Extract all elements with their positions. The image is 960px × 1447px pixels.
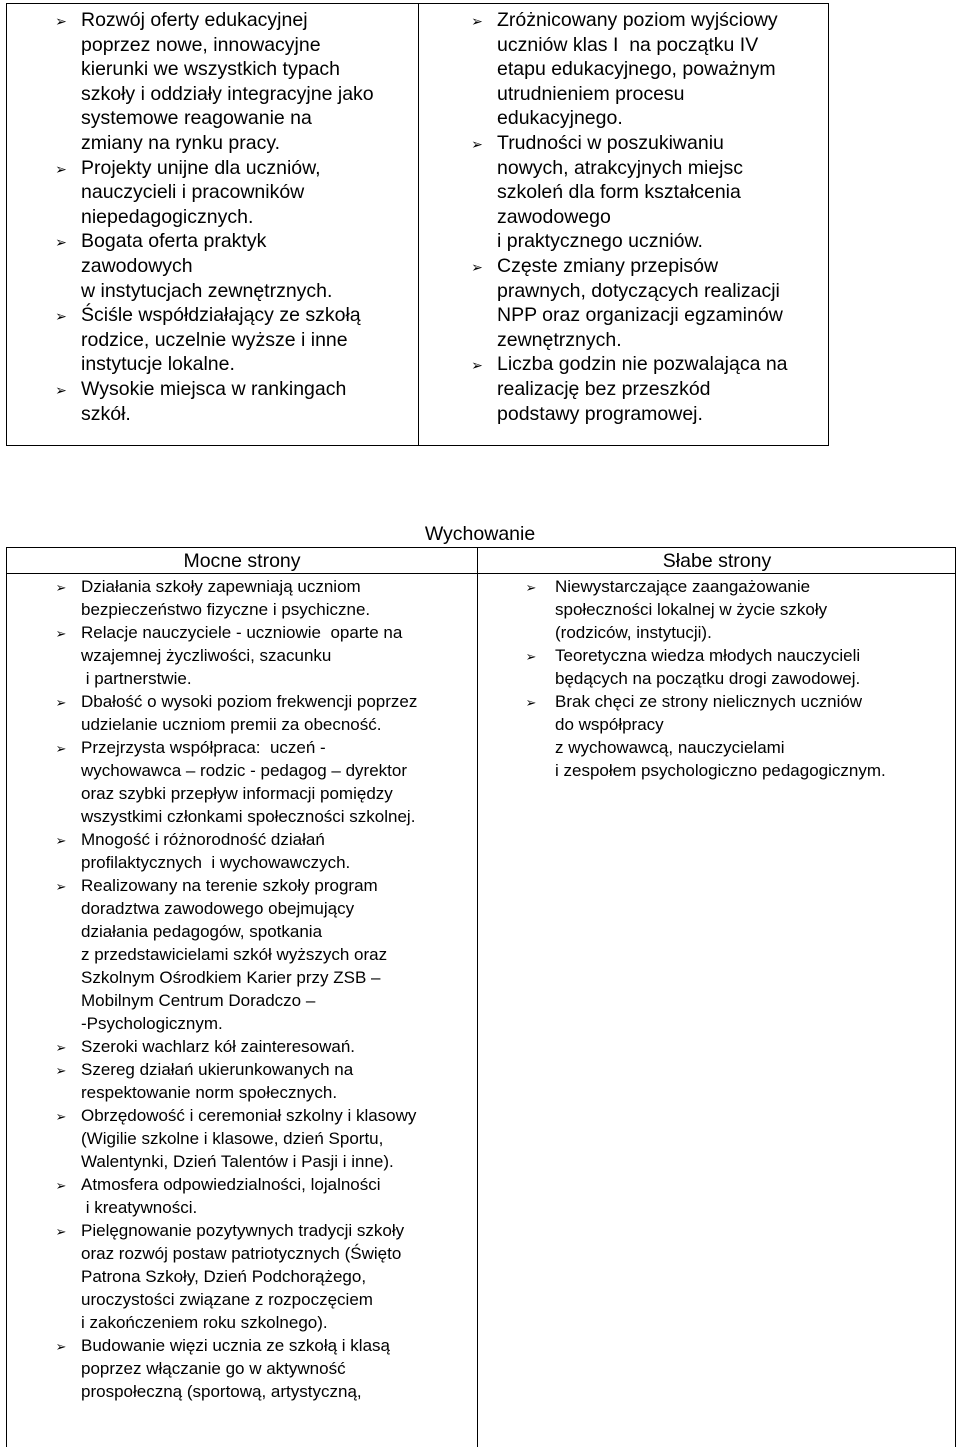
list-item: [481, 690, 955, 782]
list-item-text: poprzez nowe, innowacyjne: [81, 33, 321, 56]
list-item-text: Liczba godzin nie pozwalająca na: [497, 353, 788, 376]
list-item-text: Częste zmiany przepisów: [497, 254, 719, 277]
list-item: [7, 1173, 473, 1219]
list-item-text: Wysokie miejsca w rankingach: [81, 377, 347, 400]
arrow-bullet-icon: ➢: [471, 135, 483, 152]
list-item-text: -Psychologicznym.: [81, 1014, 223, 1033]
list-item: [481, 575, 955, 644]
arrow-bullet-icon: ➢: [55, 879, 67, 894]
arrow-bullet-icon: ➢: [55, 1178, 67, 1193]
list-item-text: Szkolnym Ośrodkiem Karier przy ZSB –: [81, 968, 381, 987]
list-item-text: Realizowany na terenie szkoły program: [81, 876, 378, 895]
list-item-text: uroczystości związane z rozpoczęciem: [81, 1290, 373, 1309]
arrow-bullet-icon: ➢: [55, 741, 67, 756]
strengths-header: Mocne strony: [183, 550, 301, 572]
arrow-bullet-icon: ➢: [55, 580, 67, 595]
list-item: [421, 131, 825, 254]
list-item-text: prospołeczną (sportową, artystyczną,: [81, 1382, 362, 1401]
list-item-text: (Wigilie szkolne i klasowe, dzień Sportu,: [81, 1129, 384, 1148]
list-item: [7, 1334, 473, 1403]
list-item-text: prawnych, dotyczących realizacji: [497, 279, 780, 302]
list-item-text: Trudności w poszukiwaniu: [497, 131, 724, 154]
list-item-text: doradztwa zawodowego obejmujący: [81, 899, 355, 918]
list-item-text: Teoretyczna wiedza młodych nauczycieli: [555, 646, 861, 665]
list-item-text: wszystkimi członkami społeczności szkolnej.: [81, 807, 416, 826]
list-item-text: utrudnieniem procesu: [497, 82, 685, 105]
strengths-list: [7, 575, 473, 1403]
list-item-text: i zespołem psychologiczno pedagogicznym.: [555, 761, 886, 780]
list-item-text: Mnogość i różnorodność działań: [81, 830, 325, 849]
arrow-bullet-icon: ➢: [55, 234, 67, 251]
list-item-text: wychowawca – rodzic - pedagog – dyrektor: [81, 761, 407, 780]
arrow-bullet-icon: ➢: [55, 1063, 67, 1078]
list-item-text: Patrona Szkoły, Dzień Podchorążego,: [81, 1267, 367, 1286]
list-item-text: oraz szybki przepływ informacji pomiędzy: [81, 784, 393, 803]
list-item: [7, 736, 473, 828]
arrow-bullet-icon: ➢: [471, 13, 483, 29]
list-item-text: Rozwój oferty edukacyjnej: [81, 9, 308, 31]
list-item-text: Walentynki, Dzień Talentów i Pasji i inne).: [81, 1152, 394, 1171]
list-item-text: (rodziców, instytucji).: [555, 623, 712, 642]
column-divider: [418, 4, 419, 445]
list-item-text: systemowe reagowanie na: [81, 107, 312, 130]
list-item: [7, 1104, 473, 1173]
list-item-text: zewnętrznych.: [497, 328, 622, 351]
list-item-text: bezpieczeństwo fizyczne i psychiczne.: [81, 600, 371, 619]
list-item-text: zmiany na rynku pracy.: [81, 131, 281, 154]
upbringing-table: [6, 547, 956, 1447]
list-item: [7, 1058, 473, 1104]
list-item-text: zawodowych: [81, 254, 193, 277]
list-item-text: edukacyjnego.: [497, 107, 623, 130]
list-item-text: kierunki we wszystkich typach: [81, 58, 341, 81]
list-item: [421, 8, 825, 131]
list-item-text: z przedstawicielami szkół wyższych oraz: [81, 945, 388, 964]
list-item-text: działania pedagogów, spotkania: [81, 922, 323, 941]
list-item-text: szkoły i oddziały integracyjne jako: [81, 82, 374, 105]
arrow-bullet-icon: ➢: [55, 160, 67, 177]
list-item: [7, 8, 413, 156]
list-item-text: niepedagogicznych.: [81, 205, 254, 228]
strengths-list: [7, 8, 413, 426]
list-item: [7, 303, 413, 377]
arrow-bullet-icon: ➢: [55, 833, 67, 848]
list-item: [7, 874, 473, 1035]
list-item-text: Budowanie więzi ucznia ze szkołą i klasą: [81, 1336, 390, 1355]
list-item: [7, 828, 473, 874]
arrow-bullet-icon: ➢: [471, 258, 483, 275]
list-item-text: Bogata oferta praktyk: [81, 230, 267, 253]
list-item-text: Projekty unijne dla uczniów,: [81, 156, 321, 179]
list-item-text: Dbałość o wysoki poziom frekwencji poprzez: [81, 692, 418, 711]
arrow-bullet-icon: ➢: [55, 695, 67, 710]
list-item-text: NPP oraz organizacji egzaminów: [497, 304, 783, 327]
list-item-text: uczniów klas I na początku IV: [497, 33, 759, 56]
arrow-bullet-icon: ➢: [55, 1224, 67, 1239]
list-item-text: oraz rozwój postaw patriotycznych (Święto: [81, 1244, 402, 1263]
list-item-text: Zróżnicowany poziom wyjściowy: [497, 9, 778, 31]
list-item-text: społeczności lokalnej w życie szkoły: [555, 600, 828, 619]
section-title: Wychowanie: [424, 523, 536, 545]
list-item-text: wzajemnej życzliwości, szacunku: [81, 646, 332, 665]
list-item-text: Przejrzysta współpraca: uczeń -: [81, 738, 326, 757]
list-item-text: respektowanie norm społecznych.: [81, 1083, 338, 1102]
weaknesses-header: Słabe strony: [662, 550, 772, 572]
list-item-text: Mobilnym Centrum Doradczo –: [81, 991, 316, 1010]
list-item-text: udzielanie uczniom premii za obecność.: [81, 715, 382, 734]
list-item: [7, 621, 473, 690]
column-divider: [477, 548, 478, 1447]
list-item-text: Niewystarczające zaangażowanie: [555, 577, 811, 596]
list-item-text: z wychowawcą, nauczycielami: [555, 738, 785, 757]
list-item-text: Pielęgnowanie pozytywnych tradycji szkoły: [81, 1221, 405, 1240]
arrow-bullet-icon: ➢: [55, 626, 67, 641]
list-item-text: Szeroki wachlarz kół zainteresowań.: [81, 1037, 356, 1056]
list-item: [421, 254, 825, 352]
arrow-bullet-icon: ➢: [525, 649, 537, 664]
arrow-bullet-icon: ➢: [55, 1339, 67, 1354]
list-item: [7, 690, 473, 736]
arrow-bullet-icon: ➢: [55, 1109, 67, 1124]
arrow-bullet-icon: ➢: [525, 695, 537, 710]
list-item-text: w instytucjach zewnętrznych.: [81, 279, 333, 302]
list-item-text: Relacje nauczyciele - uczniowie oparte na: [81, 623, 403, 642]
list-item-text: etapu edukacyjnego, poważnym: [497, 58, 776, 81]
list-item-text: instytucje lokalne.: [81, 353, 235, 376]
list-item-text: szkoleń dla form kształcenia: [497, 181, 741, 204]
list-item-text: i partnerstwie.: [81, 669, 192, 688]
list-item-text: poprzez włączanie go w aktywność: [81, 1359, 346, 1378]
list-item: [481, 644, 955, 690]
list-item-text: będących na początku drogi zawodowej.: [555, 669, 861, 688]
list-item-text: szkół.: [81, 402, 131, 425]
arrow-bullet-icon: ➢: [55, 13, 67, 29]
arrow-bullet-icon: ➢: [55, 1040, 67, 1055]
weaknesses-list: [481, 575, 955, 782]
list-item-text: i zakończeniem roku szkolnego).: [81, 1313, 328, 1332]
list-item: [7, 1035, 473, 1058]
arrow-bullet-icon: ➢: [525, 580, 537, 595]
swot-table-top: [6, 3, 829, 446]
list-item-text: Szereg działań ukierunkowanych na: [81, 1060, 354, 1079]
list-item-text: zawodowego: [497, 205, 611, 228]
list-item-text: rodzice, uczelnie wyższe i inne: [81, 328, 348, 351]
list-item-text: Obrzędowość i ceremoniał szkolny i klasowy: [81, 1106, 417, 1125]
list-item-text: Brak chęci ze strony nielicznych uczniów: [555, 692, 863, 711]
list-item-text: do współpracy: [555, 715, 664, 734]
list-item: [7, 1219, 473, 1334]
list-item: [7, 229, 413, 303]
list-item-text: Działania szkoły zapewniają uczniom: [81, 577, 361, 596]
list-item-text: profilaktycznych i wychowawczych.: [81, 853, 351, 872]
list-item-text: i kreatywności.: [81, 1198, 198, 1217]
weaknesses-list: [421, 8, 825, 426]
list-item: [7, 156, 413, 230]
arrow-bullet-icon: ➢: [471, 357, 483, 374]
list-item-text: nauczycieli i pracowników: [81, 181, 305, 204]
arrow-bullet-icon: ➢: [55, 381, 67, 398]
list-item-text: i praktycznego uczniów.: [497, 230, 703, 253]
list-item-text: Atmosfera odpowiedzialności, lojalności: [81, 1175, 381, 1194]
header-divider: [7, 573, 955, 574]
list-item-text: podstawy programowej.: [497, 402, 703, 425]
list-item-text: Ściśle współdziałający ze szkołą: [81, 304, 361, 327]
list-item: [7, 575, 473, 621]
list-item-text: nowych, atrakcyjnych miejsc: [497, 156, 743, 179]
arrow-bullet-icon: ➢: [55, 308, 67, 325]
list-item: [7, 377, 413, 426]
list-item-text: realizację bez przeszkód: [497, 377, 711, 400]
list-item: [421, 352, 825, 426]
